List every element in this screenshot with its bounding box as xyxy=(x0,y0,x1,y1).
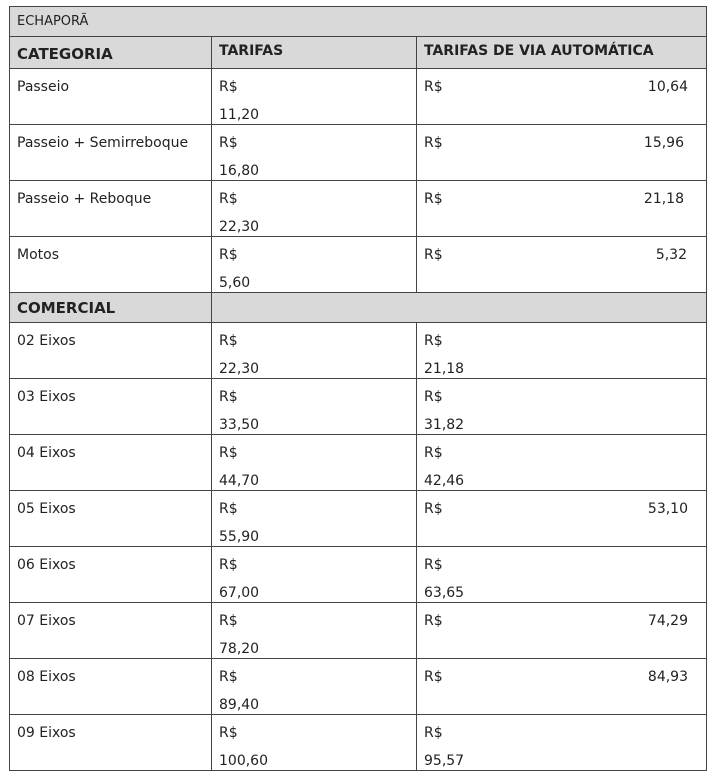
auto-tariff-value: 42,46 xyxy=(424,473,465,489)
tariff-value: 22,30 xyxy=(219,219,260,235)
section-row xyxy=(10,293,707,323)
tariff-value: 78,20 xyxy=(219,641,260,657)
currency-label: R$ xyxy=(219,501,238,517)
table-row xyxy=(10,659,707,715)
category-label: 04 Eixos xyxy=(17,445,76,461)
tariff-value: 100,60 xyxy=(219,753,268,769)
currency-label: R$ xyxy=(424,445,443,461)
currency-label: R$ xyxy=(424,725,443,741)
auto-tariff-value: 21,18 xyxy=(424,361,465,377)
currency-label: R$ xyxy=(219,247,238,263)
currency-label: R$ xyxy=(219,135,238,151)
currency-label: R$ xyxy=(219,389,238,405)
auto-tariff-value: 5,32 xyxy=(655,247,687,263)
auto-tariff-value: 84,93 xyxy=(647,669,688,685)
tariff-value: 67,00 xyxy=(219,585,260,601)
tariff-value: 16,80 xyxy=(219,163,260,179)
header-row xyxy=(10,37,707,69)
category-label: 07 Eixos xyxy=(17,613,76,629)
tariff-value: 89,40 xyxy=(219,697,260,713)
category-label: 08 Eixos xyxy=(17,669,76,685)
tariff-value: 55,90 xyxy=(219,529,260,545)
table-row xyxy=(10,435,707,491)
tariff-value: 44,70 xyxy=(219,473,260,489)
tariff-value: 22,30 xyxy=(219,361,260,377)
auto-tariff-value: 15,96 xyxy=(643,135,684,151)
category-label: 09 Eixos xyxy=(17,725,76,741)
currency-label: R$ xyxy=(424,501,443,517)
currency-label: R$ xyxy=(219,333,238,349)
currency-label: R$ xyxy=(424,333,443,349)
table-row xyxy=(10,715,707,771)
category-label: 05 Eixos xyxy=(17,501,76,517)
table-row xyxy=(10,491,707,547)
table-row xyxy=(10,181,707,237)
currency-label: R$ xyxy=(424,613,443,629)
currency-label: R$ xyxy=(424,557,443,573)
auto-tariff-value: 95,57 xyxy=(424,753,465,769)
currency-label: R$ xyxy=(424,247,443,263)
category-label: Passeio + Semirreboque xyxy=(17,135,189,151)
currency-label: R$ xyxy=(424,135,443,151)
header-tarifas-automatica: TARIFAS DE VIA AUTOMÁTICA xyxy=(417,37,707,69)
header-categoria: CATEGORIA xyxy=(10,37,212,69)
auto-tariff-value: 31,82 xyxy=(424,417,465,433)
tariff-value: 5,60 xyxy=(219,275,251,291)
auto-tariff-value: 74,29 xyxy=(647,613,688,629)
currency-label: R$ xyxy=(219,725,238,741)
tariff-value: 33,50 xyxy=(219,417,260,433)
currency-label: R$ xyxy=(424,79,443,95)
table-row xyxy=(10,125,707,181)
table-row xyxy=(10,237,707,293)
toll-table-wrapper xyxy=(9,6,706,771)
table-row xyxy=(10,69,707,125)
currency-label: R$ xyxy=(219,79,238,95)
section-empty-cell xyxy=(212,293,707,323)
header-tarifas: TARIFAS xyxy=(212,37,417,69)
category-label: Passeio + Reboque xyxy=(17,191,152,207)
table-row xyxy=(10,379,707,435)
toll-tariff-table xyxy=(9,6,707,771)
plaza-title: ECHAPORÃ xyxy=(10,7,707,37)
currency-label: R$ xyxy=(219,613,238,629)
table-row xyxy=(10,547,707,603)
category-label: 06 Eixos xyxy=(17,557,76,573)
auto-tariff-value: 53,10 xyxy=(647,501,688,517)
currency-label: R$ xyxy=(219,445,238,461)
currency-label: R$ xyxy=(219,557,238,573)
category-label: Motos xyxy=(17,247,59,263)
currency-label: R$ xyxy=(424,389,443,405)
currency-label: R$ xyxy=(219,191,238,207)
auto-tariff-value: 10,64 xyxy=(647,79,688,95)
currency-label: R$ xyxy=(424,191,443,207)
category-label: Passeio xyxy=(17,79,70,95)
table-row xyxy=(10,323,707,379)
currency-label: R$ xyxy=(424,669,443,685)
category-label: 02 Eixos xyxy=(17,333,76,349)
table-row xyxy=(10,603,707,659)
table-title-row xyxy=(10,7,707,37)
currency-label: R$ xyxy=(219,669,238,685)
section-comercial: COMERCIAL xyxy=(10,293,212,323)
tariff-value: 11,20 xyxy=(219,107,260,123)
auto-tariff-value: 21,18 xyxy=(643,191,684,207)
category-label: 03 Eixos xyxy=(17,389,76,405)
auto-tariff-value: 63,65 xyxy=(424,585,465,601)
